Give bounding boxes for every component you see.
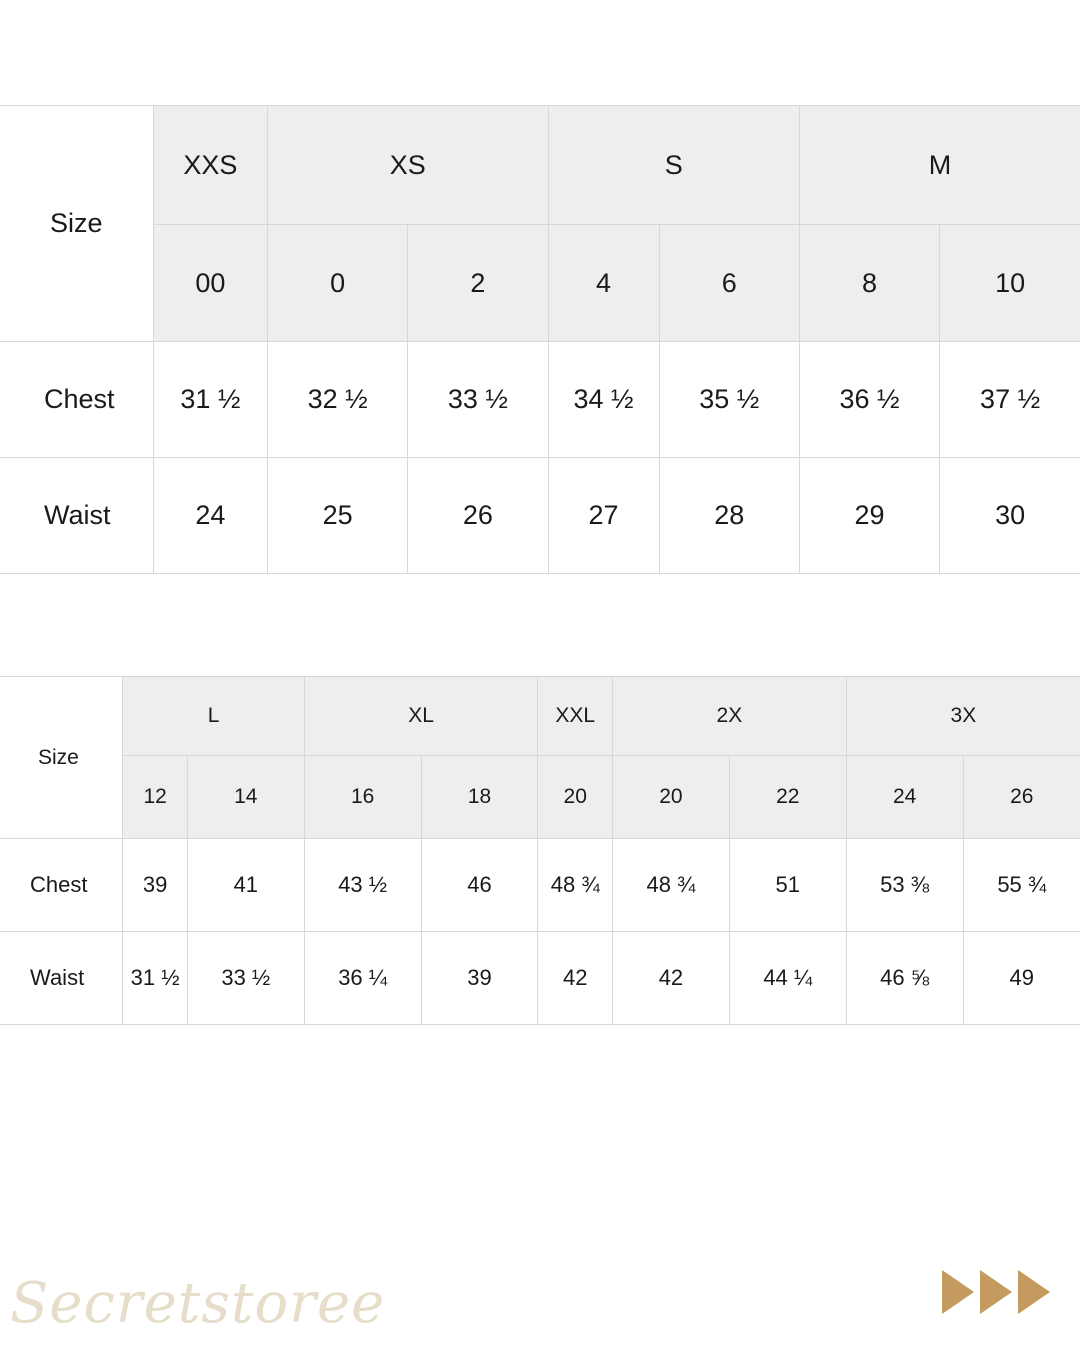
letter-size-cell: 2X	[613, 677, 847, 756]
measurement-value: 55 ¾	[963, 839, 1080, 932]
measurement-value: 29	[799, 458, 939, 574]
measurement-value: 42	[538, 932, 613, 1025]
play-arrow-icon	[942, 1270, 974, 1314]
play-arrow-icon	[980, 1270, 1012, 1314]
table-two-numeric-size-row	[0, 756, 1080, 839]
table-two-letter-size-row	[0, 677, 1080, 756]
size-label-cell: Size	[0, 677, 123, 839]
letter-size-cell: M	[799, 106, 1080, 225]
numeric-size-cell: 24	[846, 756, 963, 839]
numeric-size-cell: 6	[659, 225, 799, 342]
size-chart-table-two	[0, 676, 1080, 1025]
measurement-value: 49	[963, 932, 1080, 1025]
measurement-value: 43 ½	[304, 839, 421, 932]
measurement-value: 33 ½	[408, 342, 548, 458]
measurement-value: 32 ½	[267, 342, 407, 458]
measurement-value: 36 ½	[799, 342, 939, 458]
table-row	[0, 839, 1080, 932]
measurement-value: 25	[267, 458, 407, 574]
table-row	[0, 458, 1080, 574]
measurement-value: 30	[940, 458, 1080, 574]
measurement-value: 26	[408, 458, 548, 574]
letter-size-cell: XXS	[153, 106, 267, 225]
size-label-cell: Size	[0, 106, 153, 342]
measurement-value: 46	[421, 839, 538, 932]
watermark-logo: Secretstoree	[10, 1271, 386, 1336]
numeric-size-cell: 20	[538, 756, 613, 839]
table-one-letter-size-row	[0, 106, 1080, 225]
table-row	[0, 342, 1080, 458]
numeric-size-cell: 8	[799, 225, 939, 342]
numeric-size-cell: 00	[153, 225, 267, 342]
measurement-value: 39	[123, 839, 187, 932]
size-chart-table-one	[0, 105, 1080, 574]
measurement-value: 31 ½	[123, 932, 187, 1025]
table-one-numeric-size-row	[0, 225, 1080, 342]
measurement-value: 37 ½	[940, 342, 1080, 458]
numeric-size-cell: 12	[123, 756, 187, 839]
measurement-value: 36 ¼	[304, 932, 421, 1025]
measurement-value: 53 ⅜	[846, 839, 963, 932]
measurement-value: 24	[153, 458, 267, 574]
numeric-size-cell: 18	[421, 756, 538, 839]
table-row	[0, 932, 1080, 1025]
numeric-size-cell: 16	[304, 756, 421, 839]
letter-size-cell: XXL	[538, 677, 613, 756]
numeric-size-cell: 26	[963, 756, 1080, 839]
measurement-value: 35 ½	[659, 342, 799, 458]
letter-size-cell: L	[123, 677, 304, 756]
numeric-size-cell: 20	[613, 756, 730, 839]
measurement-value: 28	[659, 458, 799, 574]
numeric-size-cell: 22	[729, 756, 846, 839]
measurement-value: 48 ¾	[613, 839, 730, 932]
measurement-value: 44 ¼	[729, 932, 846, 1025]
measurement-label: Waist	[0, 932, 123, 1025]
measurement-label: Chest	[0, 342, 153, 458]
measurement-value: 51	[729, 839, 846, 932]
letter-size-cell: S	[548, 106, 799, 225]
numeric-size-cell: 14	[187, 756, 304, 839]
measurement-value: 33 ½	[187, 932, 304, 1025]
numeric-size-cell: 0	[267, 225, 407, 342]
letter-size-cell: XL	[304, 677, 538, 756]
letter-size-cell: 3X	[846, 677, 1080, 756]
measurement-label: Chest	[0, 839, 123, 932]
play-arrow-icon	[1018, 1270, 1050, 1314]
measurement-value: 46 ⅝	[846, 932, 963, 1025]
arrow-group	[942, 1270, 1050, 1314]
numeric-size-cell: 4	[548, 225, 659, 342]
measurement-value: 31 ½	[153, 342, 267, 458]
measurement-value: 42	[613, 932, 730, 1025]
measurement-value: 39	[421, 932, 538, 1025]
measurement-label: Waist	[0, 458, 153, 574]
numeric-size-cell: 2	[408, 225, 548, 342]
numeric-size-cell: 10	[940, 225, 1080, 342]
measurement-value: 48 ¾	[538, 839, 613, 932]
letter-size-cell: XS	[267, 106, 548, 225]
measurement-value: 34 ½	[548, 342, 659, 458]
measurement-value: 27	[548, 458, 659, 574]
measurement-value: 41	[187, 839, 304, 932]
